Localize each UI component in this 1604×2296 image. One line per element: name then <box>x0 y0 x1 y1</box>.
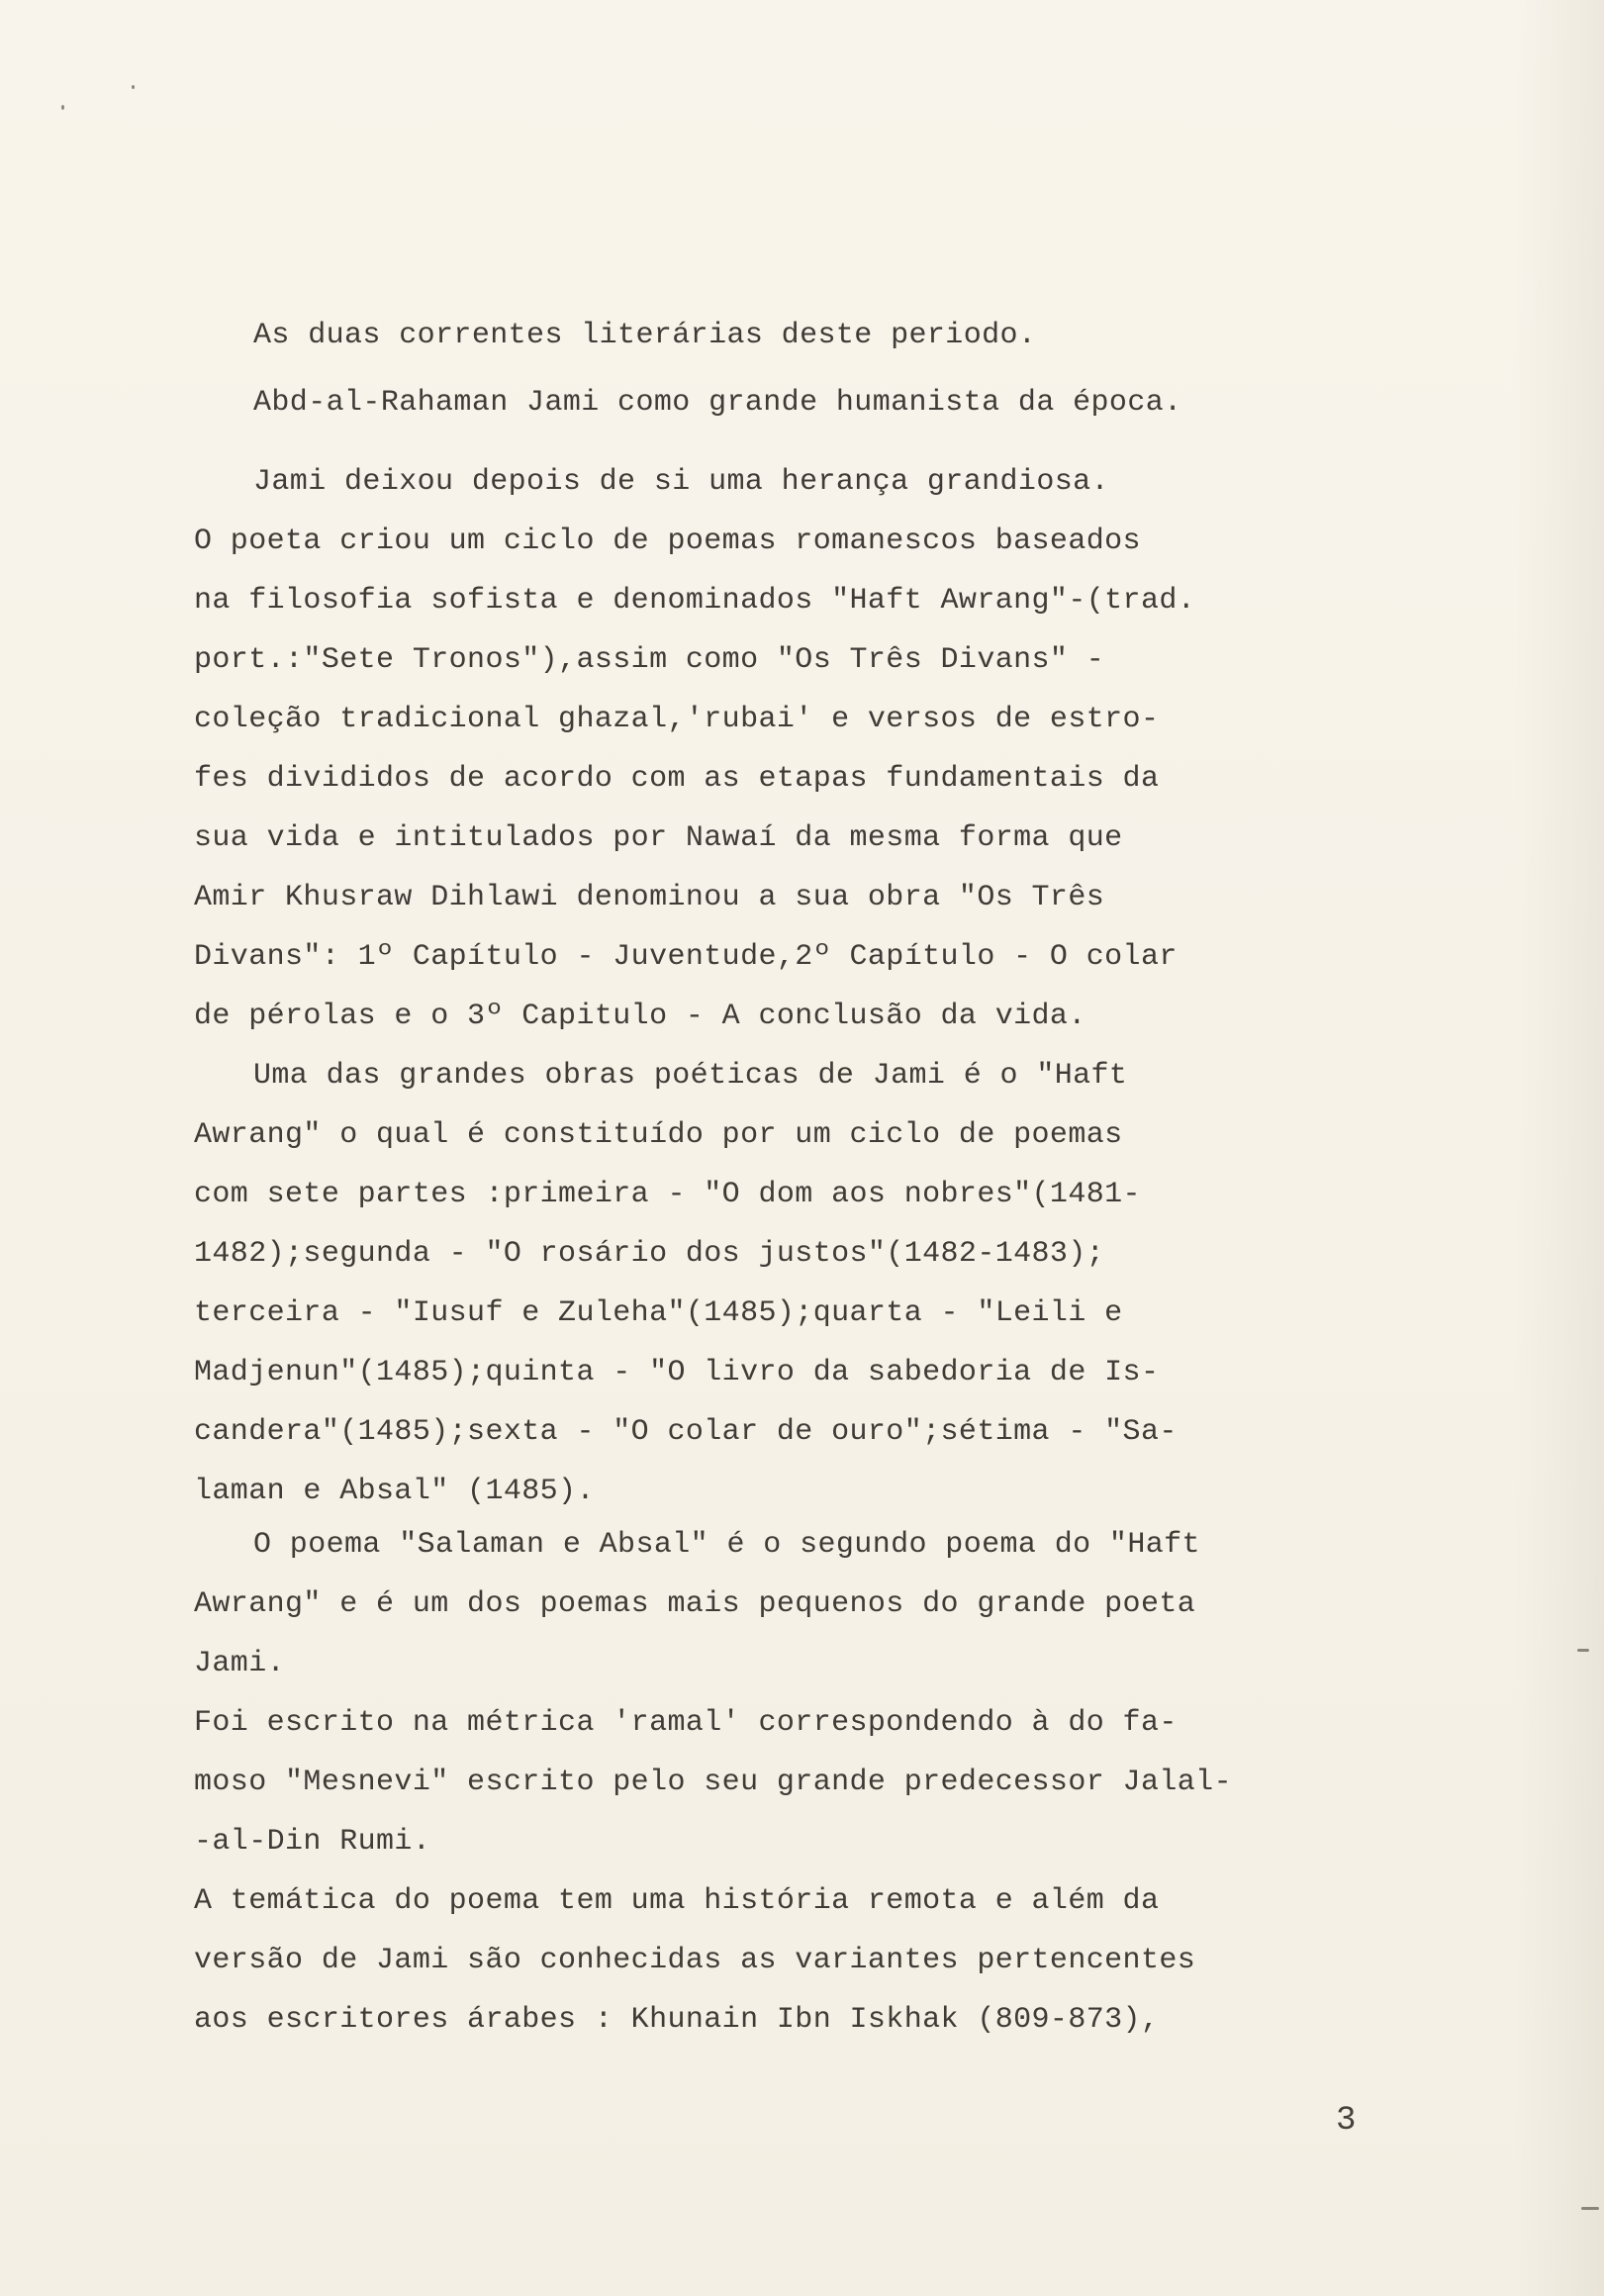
body-line: A temática do poema tem uma história remota e além da <box>194 1884 1160 1918</box>
paper-speck <box>1577 1649 1589 1652</box>
body-line: laman e Absal" (1485). <box>194 1475 595 1508</box>
body-line: Awrang" o qual é constituído por um ciclo de poemas <box>194 1118 1123 1152</box>
body-line: sua vida e intitulados por Nawaí da mesma forma que <box>194 821 1123 855</box>
body-line: O poeta criou um ciclo de poemas romanescos baseados <box>194 525 1141 558</box>
paper-speck <box>132 85 135 89</box>
paper-speck <box>1581 2207 1599 2210</box>
body-line: terceira - "Iusuf e Zuleha"(1485);quarta - "Leili e <box>194 1296 1123 1330</box>
body-line: Amir Khusraw Dihlawi denominou a sua obra "Os Três <box>194 881 1105 914</box>
body-line: O poema "Salaman e Absal" é o segundo poema do "Haft <box>253 1528 1200 1562</box>
body-line: de pérolas e o 3º Capitulo - A conclusão da vida. <box>194 1000 1086 1033</box>
body-line: versão de Jami são conhecidas as variantes pertencentes <box>194 1944 1196 1977</box>
body-line: Madjenun"(1485);quinta - "O livro da sabedoria de Is- <box>194 1356 1160 1389</box>
heading-line-2: Abd-al-Rahaman Jami como grande humanista da época. <box>253 386 1182 420</box>
body-line: Foi escrito na métrica 'ramal' correspondendo à do fa- <box>194 1706 1178 1740</box>
body-line: -al-Din Rumi. <box>194 1825 431 1859</box>
body-line: coleção tradicional ghazal,'rubai' e versos de estro- <box>194 703 1160 736</box>
body-line: Divans": 1º Capítulo - Juventude,2º Capítulo - O colar <box>194 940 1178 974</box>
body-line: 1482);segunda - "O rosário dos justos"(1482-1483); <box>194 1237 1105 1271</box>
paper-speck <box>61 105 64 110</box>
body-line: moso "Mesnevi" escrito pelo seu grande predecessor Jalal- <box>194 1766 1232 1799</box>
body-line: Awrang" e é um dos poemas mais pequenos do grande poeta <box>194 1587 1196 1621</box>
body-line: aos escritores árabes : Khunain Ibn Iskhak (809-873), <box>194 2003 1160 2037</box>
body-line: port.:"Sete Tronos"),assim como "Os Três Divans" - <box>194 643 1105 677</box>
body-line: Jami deixou depois de si uma herança grandiosa. <box>253 465 1109 499</box>
body-line: Uma das grandes obras poéticas de Jami é o "Haft <box>253 1059 1128 1093</box>
body-line: na filosofia sofista e denominados "Haft Awrang"-(trad. <box>194 584 1196 618</box>
body-line: Jami. <box>194 1647 286 1680</box>
page-number: 3 <box>1336 2102 1357 2140</box>
heading-line-1: As duas correntes literárias deste periodo. <box>253 319 1037 352</box>
body-line: candera"(1485);sexta - "O colar de ouro";sétima - "Sa- <box>194 1415 1178 1449</box>
body-line: com sete partes :primeira - "O dom aos nobres"(1481- <box>194 1178 1141 1211</box>
body-line: fes divididos de acordo com as etapas fundamentais da <box>194 762 1160 796</box>
paper-fold-shadow <box>1515 0 1604 2296</box>
